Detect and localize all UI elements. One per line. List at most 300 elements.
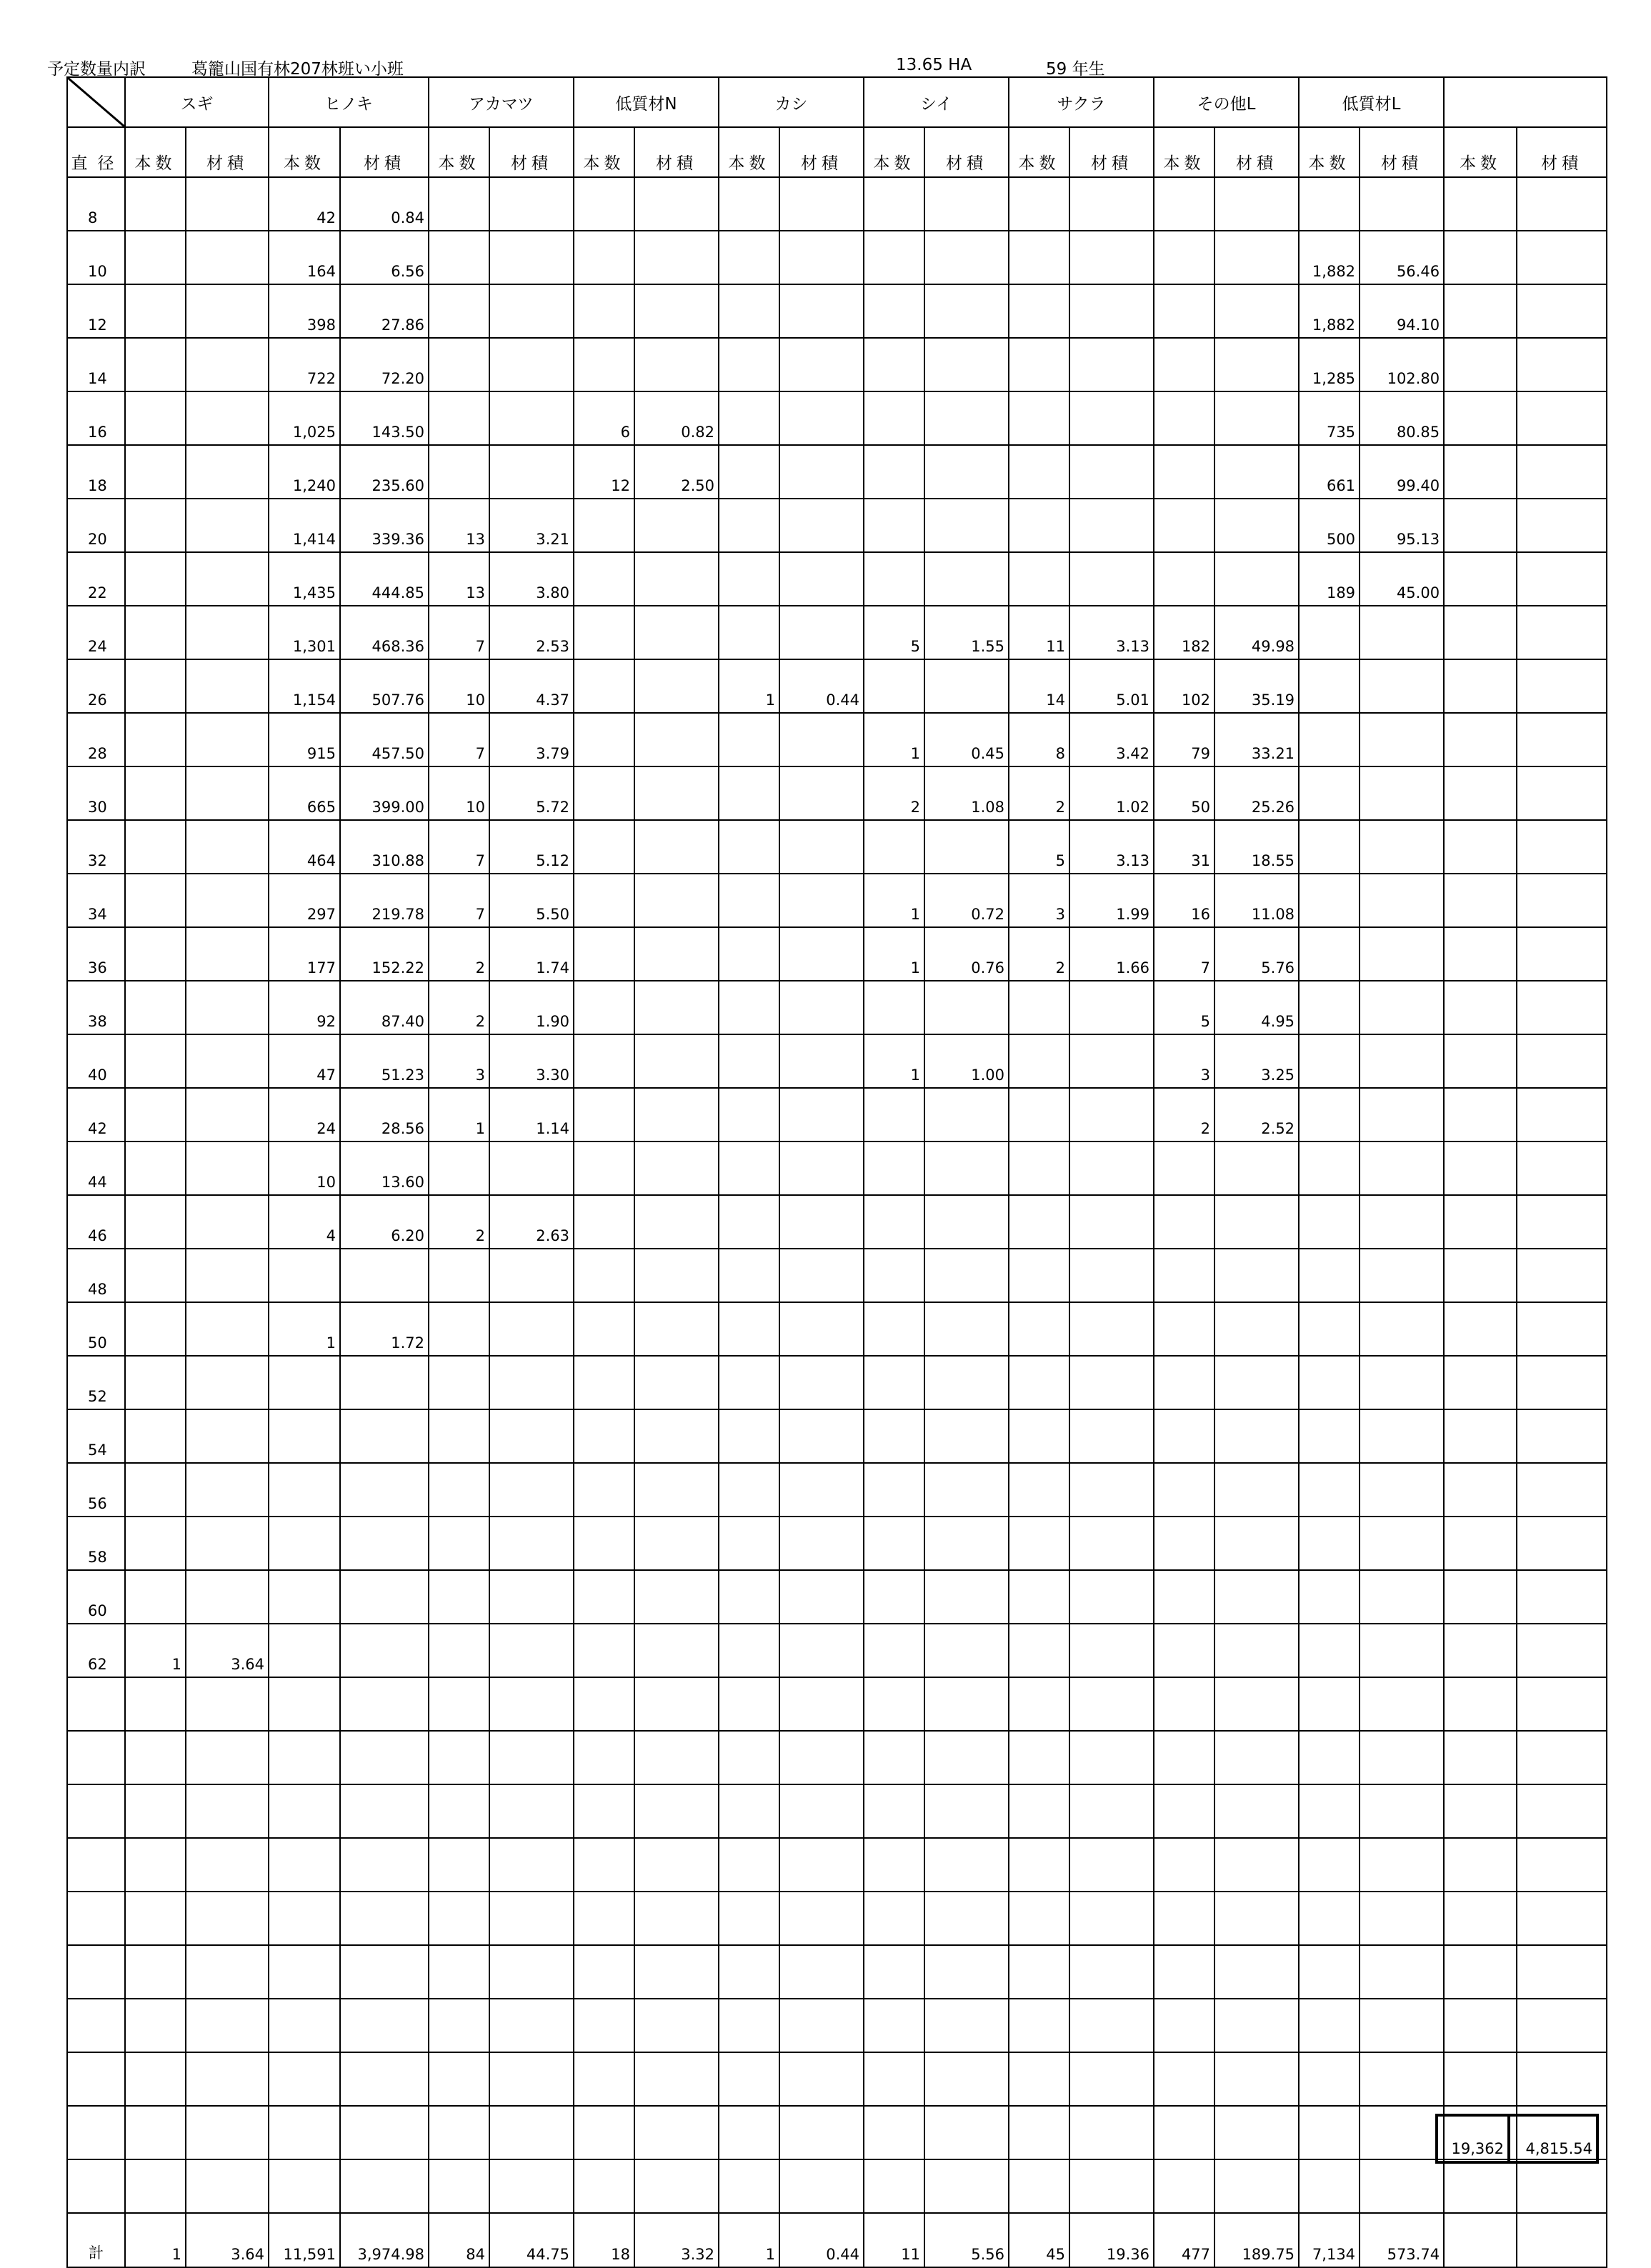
- count-cell: [125, 1838, 186, 1892]
- table-row: [67, 1945, 1607, 1999]
- count-cell: [1444, 1784, 1517, 1838]
- total-volume-cell: 3.64: [186, 2213, 269, 2267]
- count-cell: [1299, 766, 1360, 820]
- count-cell: [864, 2159, 924, 2213]
- volume-cell: [1517, 874, 1607, 927]
- volume-cell: [1517, 338, 1607, 391]
- volume-cell: 468.36: [340, 606, 429, 659]
- count-cell: [1299, 177, 1360, 231]
- volume-cell: 6.20: [340, 1195, 429, 1249]
- volume-label: 材積: [364, 154, 405, 173]
- count-cell: [1154, 1784, 1214, 1838]
- count-cell: [1009, 1624, 1069, 1677]
- volume-cell: [1069, 2052, 1154, 2106]
- diameter-cell: 16: [67, 391, 125, 445]
- count-cell: [864, 1731, 924, 1784]
- count-cell: [574, 1517, 634, 1570]
- count-cell: [269, 1409, 340, 1463]
- count-cell: [1009, 981, 1069, 1034]
- count-cell: [125, 1249, 186, 1302]
- count-cell: 24: [269, 1088, 340, 1142]
- volume-cell: [1214, 1302, 1299, 1356]
- table-row: [67, 284, 1607, 338]
- volume-cell: [924, 391, 1009, 445]
- volume-cell: [1517, 2052, 1607, 2106]
- volume-cell: [634, 766, 719, 820]
- count-cell: [574, 1356, 634, 1409]
- volume-cell: 5.12: [489, 820, 574, 874]
- volume-cell: [1517, 391, 1607, 445]
- volume-cell: 3.80: [489, 552, 574, 606]
- total-volume-cell: 5.56: [924, 2213, 1009, 2267]
- volume-cell: [186, 820, 269, 874]
- volume-cell: [634, 2159, 719, 2213]
- volume-cell: [634, 1677, 719, 1731]
- count-cell: [719, 981, 779, 1034]
- count-cell: [574, 1142, 634, 1195]
- volume-cell: [1517, 1892, 1607, 1945]
- count-cell: [429, 1570, 489, 1624]
- diameter-cell: 10: [67, 231, 125, 284]
- count-cell: 13: [429, 499, 489, 552]
- volume-cell: [1360, 1356, 1444, 1409]
- volume-cell: [340, 1249, 429, 1302]
- volume-cell: [1214, 1570, 1299, 1624]
- volume-cell: [1360, 713, 1444, 766]
- volume-cell: [1069, 1517, 1154, 1570]
- volume-cell: 5.01: [1069, 659, 1154, 713]
- table-row: [67, 1624, 1607, 1677]
- species-header: 低質材N: [574, 77, 719, 127]
- count-cell: [1154, 284, 1214, 338]
- count-cell: [719, 1356, 779, 1409]
- count-cell: [1299, 2159, 1360, 2213]
- volume-cell: [1360, 2159, 1444, 2213]
- area-value: 13.65 HA: [896, 56, 972, 74]
- volume-cell: [634, 981, 719, 1034]
- count-cell: [719, 1463, 779, 1517]
- count-cell: 500: [1299, 499, 1360, 552]
- volume-cell: [1214, 1731, 1299, 1784]
- diameter-cell: 24: [67, 606, 125, 659]
- count-cell: [269, 1999, 340, 2052]
- volume-cell: [1069, 1088, 1154, 1142]
- count-cell: 1,285: [1299, 338, 1360, 391]
- count-cell: [1299, 927, 1360, 981]
- count-cell: [125, 1677, 186, 1731]
- table-row: [67, 338, 1607, 391]
- count-cell: [864, 1838, 924, 1892]
- count-cell: [429, 338, 489, 391]
- count-cell: [1009, 1409, 1069, 1463]
- volume-cell: [779, 1838, 864, 1892]
- count-cell: [719, 1784, 779, 1838]
- count-cell: [864, 981, 924, 1034]
- count-cell: [1299, 1142, 1360, 1195]
- count-cell: [574, 1731, 634, 1784]
- count-cell: 2: [429, 927, 489, 981]
- volume-cell: [186, 981, 269, 1034]
- count-cell: [1444, 1409, 1517, 1463]
- volume-cell: [1517, 1249, 1607, 1302]
- count-cell: [864, 1945, 924, 1999]
- count-cell: [719, 1838, 779, 1892]
- count-cell: [429, 2159, 489, 2213]
- count-cell: [1154, 2052, 1214, 2106]
- count-cell: [125, 499, 186, 552]
- count-label: 本数: [284, 154, 325, 173]
- count-cell: [1444, 2159, 1517, 2213]
- count-cell: [1444, 1249, 1517, 1302]
- diameter-cell: [67, 1677, 125, 1731]
- volume-cell: 507.76: [340, 659, 429, 713]
- volume-cell: [1214, 177, 1299, 231]
- volume-cell: [1069, 1731, 1154, 1784]
- count-label: 本数: [1163, 154, 1205, 173]
- count-cell: 2: [429, 1195, 489, 1249]
- table-row: [67, 606, 1607, 659]
- count-cell: [1009, 1249, 1069, 1302]
- table-row: [67, 713, 1607, 766]
- count-cell: 2: [1009, 766, 1069, 820]
- volume-cell: [634, 499, 719, 552]
- volume-cell: 0.76: [924, 927, 1009, 981]
- volume-cell: 2.53: [489, 606, 574, 659]
- count-cell: [1154, 1892, 1214, 1945]
- count-cell: [864, 2106, 924, 2159]
- total-count-cell: 11: [864, 2213, 924, 2267]
- volume-cell: [779, 1731, 864, 1784]
- count-cell: [574, 2052, 634, 2106]
- count-cell: [719, 1945, 779, 1999]
- count-cell: [719, 1034, 779, 1088]
- volume-cell: [1517, 1624, 1607, 1677]
- volume-header: [186, 127, 269, 177]
- volume-cell: [1214, 1624, 1299, 1677]
- total-count-cell: 84: [429, 2213, 489, 2267]
- diameter-cell: [67, 1999, 125, 2052]
- volume-cell: [186, 1784, 269, 1838]
- volume-cell: [779, 338, 864, 391]
- volume-cell: 13.60: [340, 1142, 429, 1195]
- volume-cell: [1360, 874, 1444, 927]
- count-cell: 1,882: [1299, 284, 1360, 338]
- volume-label: 材積: [801, 154, 843, 173]
- count-label: 本数: [1018, 154, 1060, 173]
- volume-cell: [489, 1570, 574, 1624]
- volume-cell: [186, 1570, 269, 1624]
- count-cell: [1154, 445, 1214, 499]
- count-cell: [429, 1249, 489, 1302]
- volume-cell: [924, 1142, 1009, 1195]
- volume-cell: 51.23: [340, 1034, 429, 1088]
- count-cell: [1299, 1784, 1360, 1838]
- count-cell: [864, 1302, 924, 1356]
- volume-cell: 0.84: [340, 177, 429, 231]
- count-cell: 50: [1154, 766, 1214, 820]
- count-cell: 2: [864, 766, 924, 820]
- volume-cell: [1517, 499, 1607, 552]
- volume-cell: 94.10: [1360, 284, 1444, 338]
- count-cell: [125, 659, 186, 713]
- volume-cell: [1069, 1409, 1154, 1463]
- volume-cell: [779, 1302, 864, 1356]
- volume-cell: 219.78: [340, 874, 429, 927]
- count-cell: 3: [1154, 1034, 1214, 1088]
- volume-cell: [1214, 552, 1299, 606]
- grand-total-count: 19,362: [1435, 2114, 1510, 2164]
- volume-cell: [924, 552, 1009, 606]
- volume-header: [1517, 127, 1607, 177]
- volume-cell: [186, 284, 269, 338]
- volume-cell: [634, 284, 719, 338]
- count-cell: [574, 713, 634, 766]
- count-cell: [719, 1570, 779, 1624]
- count-cell: 92: [269, 981, 340, 1034]
- volume-cell: [1517, 2159, 1607, 2213]
- count-cell: [1154, 1570, 1214, 1624]
- count-cell: [864, 659, 924, 713]
- count-cell: [1009, 552, 1069, 606]
- volume-cell: 1.02: [1069, 766, 1154, 820]
- volume-cell: [1360, 1731, 1444, 1784]
- volume-cell: [1069, 338, 1154, 391]
- volume-cell: 5.72: [489, 766, 574, 820]
- volume-cell: [779, 284, 864, 338]
- diameter-cell: 54: [67, 1409, 125, 1463]
- count-cell: 722: [269, 338, 340, 391]
- volume-cell: [186, 1356, 269, 1409]
- volume-cell: [489, 1945, 574, 1999]
- volume-cell: [186, 1838, 269, 1892]
- count-cell: [864, 1892, 924, 1945]
- count-cell: [125, 1570, 186, 1624]
- count-cell: [125, 445, 186, 499]
- table-row: [67, 927, 1607, 981]
- volume-cell: 11.08: [1214, 874, 1299, 927]
- volume-cell: [634, 1892, 719, 1945]
- volume-cell: [924, 1945, 1009, 1999]
- species-header: アカマツ: [429, 77, 574, 127]
- count-cell: [719, 1892, 779, 1945]
- count-cell: 1: [864, 927, 924, 981]
- volume-cell: [924, 2106, 1009, 2159]
- volume-cell: [1360, 766, 1444, 820]
- diameter-cell: 52: [67, 1356, 125, 1409]
- count-cell: [1444, 1624, 1517, 1677]
- count-cell: [1299, 1517, 1360, 1570]
- count-cell: [429, 1892, 489, 1945]
- count-cell: [1009, 1356, 1069, 1409]
- count-cell: [574, 1195, 634, 1249]
- count-cell: 189: [1299, 552, 1360, 606]
- count-cell: [1009, 1677, 1069, 1731]
- volume-cell: [1360, 1838, 1444, 1892]
- volume-cell: 0.72: [924, 874, 1009, 927]
- species-header-row: [67, 77, 1607, 127]
- count-cell: 2: [1154, 1088, 1214, 1142]
- count-cell: [269, 2106, 340, 2159]
- count-cell: 915: [269, 713, 340, 766]
- count-cell: [269, 1249, 340, 1302]
- volume-cell: [634, 927, 719, 981]
- diameter-cell: 46: [67, 1195, 125, 1249]
- volume-cell: [1214, 1409, 1299, 1463]
- volume-cell: [1517, 820, 1607, 874]
- volume-cell: [924, 2052, 1009, 2106]
- volume-cell: [1214, 2106, 1299, 2159]
- volume-cell: [186, 338, 269, 391]
- count-cell: [269, 1463, 340, 1517]
- volume-cell: [1517, 445, 1607, 499]
- volume-cell: [340, 1945, 429, 1999]
- volume-cell: [779, 606, 864, 659]
- count-cell: [1154, 1517, 1214, 1570]
- diameter-cell: 26: [67, 659, 125, 713]
- volume-cell: [1360, 606, 1444, 659]
- count-cell: [1299, 2052, 1360, 2106]
- count-cell: [429, 1624, 489, 1677]
- species-header: ヒノキ: [269, 77, 429, 127]
- count-cell: [864, 231, 924, 284]
- total-count-cell: 1: [125, 2213, 186, 2267]
- count-cell: [1444, 1570, 1517, 1624]
- diameter-cell: 48: [67, 1249, 125, 1302]
- count-cell: [574, 338, 634, 391]
- diameter-cell: 8: [67, 177, 125, 231]
- count-cell: 1: [125, 1624, 186, 1677]
- count-cell: [1299, 1892, 1360, 1945]
- count-header: [1299, 127, 1360, 177]
- species-header: [1444, 77, 1607, 127]
- species-header: スギ: [125, 77, 269, 127]
- table-row: [67, 1409, 1607, 1463]
- volume-cell: 45.00: [1360, 552, 1444, 606]
- volume-cell: [1517, 1142, 1607, 1195]
- count-cell: [1154, 391, 1214, 445]
- count-cell: [1299, 1088, 1360, 1142]
- count-cell: [125, 981, 186, 1034]
- volume-cell: 80.85: [1360, 391, 1444, 445]
- volume-cell: [1360, 981, 1444, 1034]
- count-cell: [125, 1784, 186, 1838]
- volume-cell: [340, 1356, 429, 1409]
- table-row: [67, 1088, 1607, 1142]
- total-count-cell: 11,591: [269, 2213, 340, 2267]
- count-cell: [125, 391, 186, 445]
- volume-cell: [1214, 1945, 1299, 1999]
- volume-header: [489, 127, 574, 177]
- count-cell: 3: [429, 1034, 489, 1088]
- count-cell: [429, 1677, 489, 1731]
- volume-cell: [634, 1624, 719, 1677]
- count-cell: [125, 1302, 186, 1356]
- diameter-cell: 14: [67, 338, 125, 391]
- diameter-cell: 38: [67, 981, 125, 1034]
- count-cell: [125, 606, 186, 659]
- total-volume-cell: 573.74: [1360, 2213, 1444, 2267]
- volume-cell: [924, 1677, 1009, 1731]
- total-label: 計: [67, 2213, 125, 2267]
- volume-cell: [489, 1142, 574, 1195]
- diameter-cell: [67, 1838, 125, 1892]
- volume-cell: [186, 927, 269, 981]
- count-cell: [574, 927, 634, 981]
- volume-cell: [634, 1999, 719, 2052]
- count-cell: [1009, 1784, 1069, 1838]
- volume-cell: [186, 1677, 269, 1731]
- volume-cell: [1517, 927, 1607, 981]
- volume-cell: [779, 1892, 864, 1945]
- volume-cell: [924, 284, 1009, 338]
- count-cell: [125, 713, 186, 766]
- count-cell: [125, 1945, 186, 1999]
- count-cell: 7: [1154, 927, 1214, 981]
- volume-cell: [1214, 1677, 1299, 1731]
- volume-cell: [924, 1624, 1009, 1677]
- forest-location: 葛籠山国有林207林班い小班: [191, 60, 404, 79]
- volume-cell: [489, 1624, 574, 1677]
- volume-cell: [186, 606, 269, 659]
- volume-cell: [186, 1034, 269, 1088]
- volume-cell: [924, 1409, 1009, 1463]
- count-cell: [574, 2106, 634, 2159]
- count-cell: [1009, 1195, 1069, 1249]
- count-cell: [1444, 1356, 1517, 1409]
- count-cell: [1299, 820, 1360, 874]
- volume-cell: [186, 2052, 269, 2106]
- volume-cell: [1360, 1784, 1444, 1838]
- count-cell: [1009, 1463, 1069, 1517]
- table-row: [67, 659, 1607, 713]
- volume-cell: [1069, 2106, 1154, 2159]
- count-cell: [125, 231, 186, 284]
- volume-cell: [634, 1945, 719, 1999]
- count-cell: [574, 1892, 634, 1945]
- volume-cell: [924, 1302, 1009, 1356]
- count-cell: [1299, 1463, 1360, 1517]
- table-row: [67, 1517, 1607, 1570]
- count-cell: [1154, 177, 1214, 231]
- volume-cell: [1517, 1838, 1607, 1892]
- count-label: 本数: [728, 154, 770, 173]
- volume-cell: [779, 874, 864, 927]
- volume-cell: [634, 1034, 719, 1088]
- count-cell: 661: [1299, 445, 1360, 499]
- count-cell: 1,025: [269, 391, 340, 445]
- volume-cell: [634, 1784, 719, 1838]
- count-cell: [1444, 2052, 1517, 2106]
- count-cell: [1444, 874, 1517, 927]
- count-cell: [1444, 284, 1517, 338]
- volume-cell: [924, 1088, 1009, 1142]
- diameter-cell: [67, 1945, 125, 1999]
- table-row: [67, 1249, 1607, 1302]
- count-cell: [1154, 1945, 1214, 1999]
- count-cell: [125, 1999, 186, 2052]
- diameter-cell: 32: [67, 820, 125, 874]
- count-cell: 7: [429, 820, 489, 874]
- volume-cell: [186, 1945, 269, 1999]
- count-cell: [864, 820, 924, 874]
- count-cell: [719, 1624, 779, 1677]
- count-cell: [429, 1999, 489, 2052]
- count-cell: 10: [429, 766, 489, 820]
- count-cell: [1009, 1731, 1069, 1784]
- count-cell: [1154, 231, 1214, 284]
- volume-cell: [186, 1142, 269, 1195]
- count-cell: [1299, 1356, 1360, 1409]
